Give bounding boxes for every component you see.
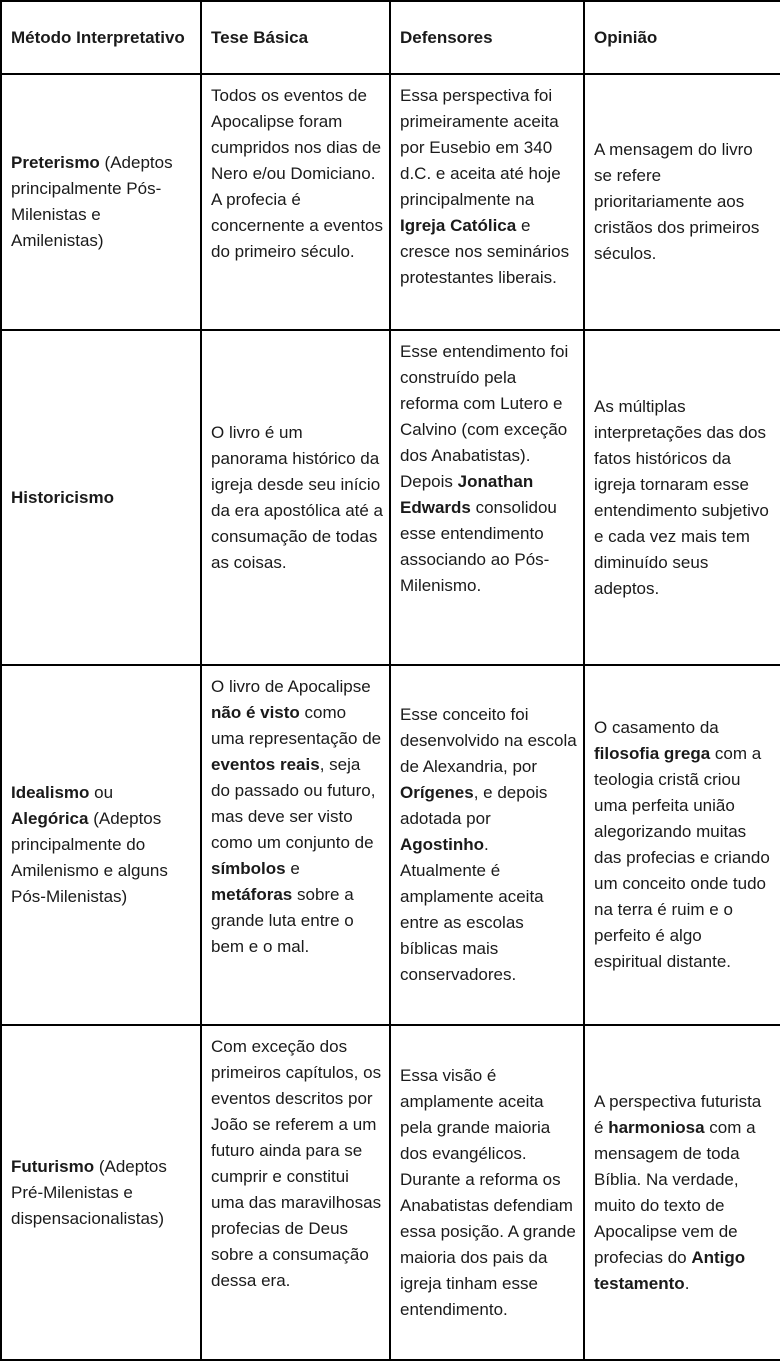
method-cell <box>1 330 201 665</box>
rich-text <box>400 342 568 595</box>
defenders-cell <box>390 665 584 1025</box>
rich-text <box>594 140 759 263</box>
method-cell <box>1 74 201 330</box>
rich-text <box>11 783 168 906</box>
text-segment: As múltiplas interpretações das dos fatos históricos da igreja tornaram esse entendimento subjetivo e cada vez mais tem diminuído seus adeptos. <box>594 396 769 598</box>
text-segment: Essa perspectiva foi primeiramente aceita por Eusebio em 340 d.C. e aceita até hoje principalmente na <box>400 86 561 209</box>
text-segment: e cresce nos seminários protestantes liberais. <box>400 216 570 287</box>
defenders-cell <box>390 1025 584 1360</box>
table-row <box>1 1025 780 1360</box>
defenders-cell <box>390 74 584 330</box>
rich-text <box>594 1092 761 1293</box>
bold-text: Agostinho <box>400 835 485 854</box>
rich-text <box>594 397 769 598</box>
rich-text <box>211 423 383 572</box>
text-segment: O casamento da <box>594 718 719 737</box>
rich-text <box>594 718 770 971</box>
opinion-cell <box>584 1025 780 1360</box>
thesis-cell <box>201 665 390 1025</box>
table-row <box>1 665 780 1025</box>
text-segment: A perspectiva futurista é <box>594 1091 762 1137</box>
rich-text <box>11 488 114 507</box>
bold-text: Antigo testamento <box>594 1247 746 1293</box>
bold-text: Historicismo <box>11 487 114 507</box>
text-segment: (Adeptos principalmente Pós-Milenistas e Amilenistas) <box>11 153 173 250</box>
header-cell-opinion <box>584 1 780 74</box>
thesis-cell <box>201 330 390 665</box>
text-segment: Esse conceito foi desenvolvido na escola de Alexandria, por <box>400 705 577 776</box>
bold-text: Futurismo <box>11 1156 95 1176</box>
text-segment: Essa visão é amplamente aceita pela grande maioria dos evangélicos. Durante a reforma os Anabatistas defendiam essa posição. A grande maioria dos pais da igreja tinham esse entendimento. <box>400 1065 576 1319</box>
text-segment: ou <box>89 783 114 802</box>
text-segment: . <box>684 1273 690 1293</box>
text-segment: Todos os eventos de Apocalipse foram cumpridos nos dias de Nero e/ou Domiciano. A profecia é concernente a eventos do primeiro século. <box>211 86 384 261</box>
text-segment: (Adeptos principalmente do Amilenismo e alguns Pós-Milenistas) <box>11 809 168 906</box>
bold-text: Preterismo <box>11 153 100 172</box>
table-row <box>1 330 780 665</box>
bold-text: símbolos <box>211 859 286 878</box>
header-cell-defenders <box>390 1 584 74</box>
text-segment: com a teologia cristã criou uma perfeita união alegorizando muitas das profecias e criando um conceito onde tudo na terra é ruim e o perfeito é algo espiritual distante. <box>594 744 770 971</box>
text-segment: , seja do passado ou futuro, mas deve ser visto como um conjunto de <box>211 755 376 852</box>
bold-text: Idealismo <box>11 783 90 802</box>
text-segment: com a mensagem de toda Bíblia. Na verdade, muito do texto de Apocalipse vem de profecias do <box>594 1117 756 1267</box>
bold-text: metáforas <box>211 885 293 904</box>
header-defenders: Defensores <box>400 27 493 47</box>
text-segment: como uma representação de <box>211 703 382 748</box>
bold-text: Igreja Católica <box>400 216 517 235</box>
text-segment: , e depois adotada por <box>400 783 548 828</box>
method-cell <box>1 1025 201 1360</box>
rich-text <box>211 86 383 261</box>
text-segment: Esse entendimento foi construído pela reforma com Lutero e Calvino (com exceção dos Anabatistas). Depois <box>400 342 569 491</box>
bold-text: não é visto <box>211 703 300 722</box>
text-segment: O livro de Apocalipse <box>211 677 371 696</box>
rich-text <box>400 86 569 287</box>
bold-text: filosofia grega <box>594 744 711 763</box>
rich-text <box>11 153 173 250</box>
text-segment: O livro é um panorama histórico da igreja desde seu início da era apostólica até a consumação de todas as coisas. <box>211 422 384 572</box>
bold-text: Orígenes <box>400 783 474 802</box>
text-segment: . Atualmente é amplamente aceita entre as escolas bíblicas mais conservadores. <box>400 835 544 984</box>
thesis-cell <box>201 74 390 330</box>
method-cell <box>1 665 201 1025</box>
text-segment: e <box>285 859 300 878</box>
opinion-cell <box>584 74 780 330</box>
header-thesis: Tese Básica <box>211 27 309 47</box>
rich-text <box>400 705 577 984</box>
text-segment: (Adeptos Pré-Milenistas e dispensacionalistas) <box>11 1156 167 1228</box>
header-method: Método Interpretativo <box>11 27 185 47</box>
bold-text: eventos reais <box>211 755 320 774</box>
opinion-cell <box>584 330 780 665</box>
text-segment: consolidou esse entendimento associando ao Pós-Milenismo. <box>400 498 557 595</box>
opinion-cell <box>584 665 780 1025</box>
defenders-cell <box>390 330 584 665</box>
rich-text <box>400 1066 576 1319</box>
header-cell-method <box>1 1 201 74</box>
bold-text: harmoniosa <box>608 1117 705 1137</box>
text-segment: A mensagem do livro se refere prioritariamente aos cristãos dos primeiros séculos. <box>594 140 760 263</box>
header-opinion: Opinião <box>594 27 658 47</box>
thesis-cell <box>201 1025 390 1360</box>
text-segment: Com exceção dos primeiros capítulos, os eventos descritos por João se referem a um futuro ainda para se cumprir e constitui uma das maravilhosas profecias de Deus sobre a consumação dessa era. <box>211 1037 382 1290</box>
bold-text: Alegórica <box>11 809 89 828</box>
rich-text <box>211 1037 381 1290</box>
table-row <box>1 74 780 330</box>
text-segment: sobre a grande luta entre o bem e o mal. <box>211 885 354 956</box>
header-cell-thesis <box>201 1 390 74</box>
rich-text <box>211 677 381 956</box>
rich-text <box>11 1157 167 1228</box>
table-header-row <box>1 1 780 74</box>
bold-text: Jonathan Edwards <box>400 472 534 517</box>
